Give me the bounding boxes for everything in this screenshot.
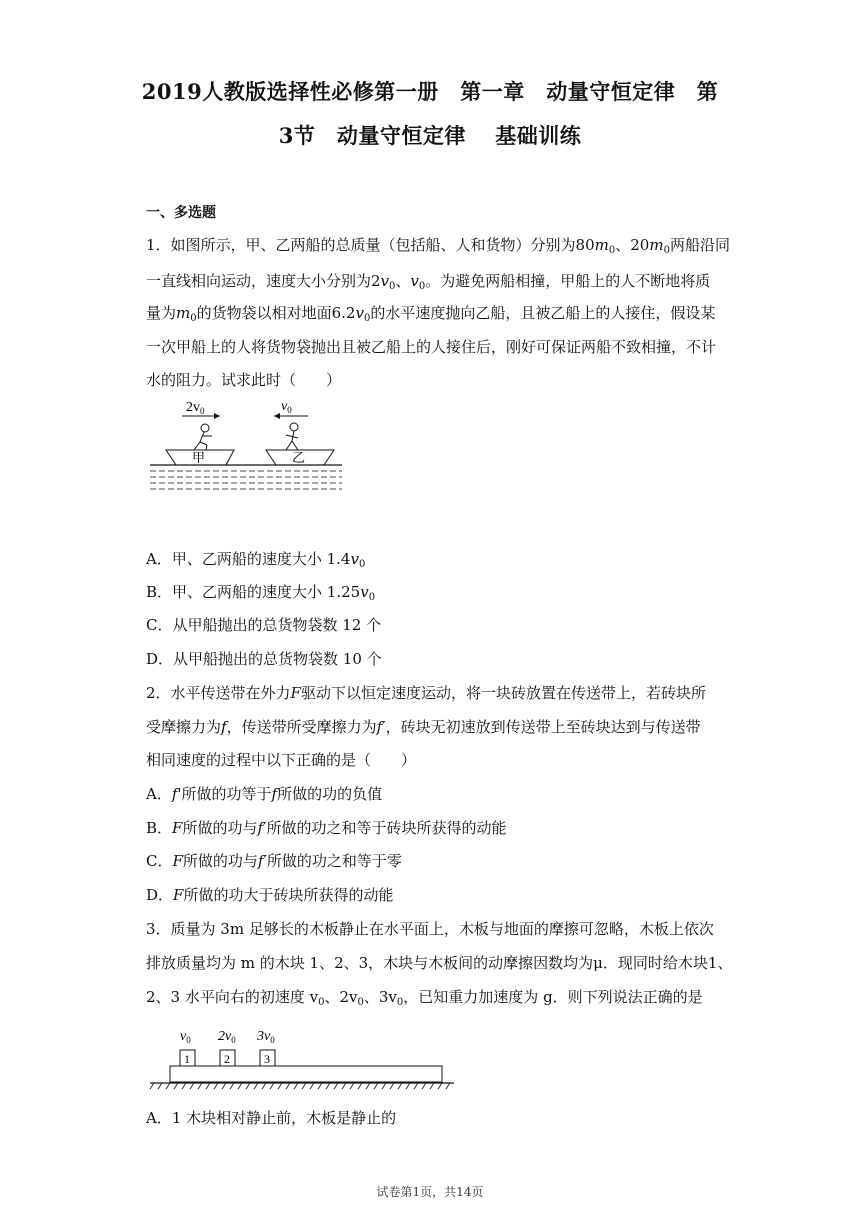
board-blocks-figure	[146, 1022, 458, 1096]
page-title-line-1: 2019人教版选择性必修第一册 第一章 动量守恒定律 第	[141, 79, 719, 104]
svg-text:v0: $v_0$	[281, 399, 292, 415]
q1-option-d: D．从甲船抛出的总货物袋数 10 个	[146, 650, 382, 668]
q1-line-1: 1．如图所示，甲、乙两船的总质量（包括船、人和货物）分别为$80m_0$、$20m_0$两船沿同	[146, 236, 730, 256]
svg-text:甲: 甲	[192, 451, 206, 466]
q2-option-c: C．F所做的功与f′所做的功之和等于零	[146, 852, 402, 870]
page-footer: 试卷第1页，共14页	[376, 1185, 484, 1199]
q2-option-d: D．F所做的功大于砖块所获得的动能	[146, 886, 394, 904]
q1-line-3: 量为$m_0$的货物袋以相对地面$6.2v_0$的水平速度抛向乙船，且被乙船上的人接住，假设某	[146, 304, 716, 324]
svg-text:3: 3	[264, 1052, 270, 1066]
q1-line-4: 一次甲船上的人将货物袋抛出且被乙船上的人接住后，刚好可保证两船不致相撞，不计	[146, 338, 717, 356]
svg-text:v0: $v_0$	[180, 1029, 191, 1045]
q2-line-1: 2．水平传送带在外力F驱动下以恒定速度运动，将一块砖放置在传送带上，若砖块所	[146, 684, 706, 702]
q3-line-2: 排放质量均为 m 的木块 1、2、3，木块与木板间的动摩擦因数均为μ．现同时给木块1、	[146, 954, 733, 972]
svg-text:2v0: $2v_0$	[218, 1029, 236, 1045]
svg-text:2v0: $2v_0$	[186, 400, 205, 416]
q1-option-b: B．甲、乙两船的速度大小 $1.25v_0$	[146, 583, 376, 603]
svg-text:1: 1	[184, 1052, 190, 1066]
q1-line-2: 一直线相向运动，速度大小分别为$2v_0$、$v_0$。为避免两船相撞，甲船上的人不断地将质	[146, 272, 711, 292]
svg-text:3v0: $3v_0$	[257, 1029, 275, 1045]
q3-option-a: A．1 木块相对静止前，木板是静止的	[146, 1109, 397, 1127]
section-heading: 一、多选题	[146, 205, 216, 221]
q2-line-2: 受摩擦力为f，传送带所受摩擦力为f′，砖块无初速放到传送带上至砖块达到与传送带	[146, 718, 701, 736]
q3-line-1: 3．质量为 3m 足够长的木板静止在水平面上，木板与地面的摩擦可忽略，木板上依次	[146, 920, 714, 938]
q1-line-5: 水的阻力。试求此时（ ）	[146, 371, 342, 389]
q3-line-3: 2、3 水平向右的初速度 $v_0$、$2v_0$、$3v_0$，已知重力加速度为 g．则下列说法正确的是	[146, 988, 703, 1008]
svg-text:乙: 乙	[292, 451, 306, 466]
svg-text:2: 2	[224, 1052, 230, 1066]
page-title-line-2: 3节 动量守恒定律 基础训练	[278, 123, 582, 148]
boats-figure	[146, 394, 346, 496]
q1-option-a: A．甲、乙两船的速度大小 $1.4v_0$	[146, 550, 366, 570]
q1-option-c: C．从甲船抛出的总货物袋数 12 个	[146, 616, 382, 634]
q2-option-b: B．F所做的功与f′所做的功之和等于砖块所获得的动能	[146, 819, 507, 837]
q2-option-a: A．f'所做的功等于f所做的功的负值	[146, 785, 383, 803]
q2-line-3: 相同速度的过程中以下正确的是（ ）	[146, 751, 417, 769]
